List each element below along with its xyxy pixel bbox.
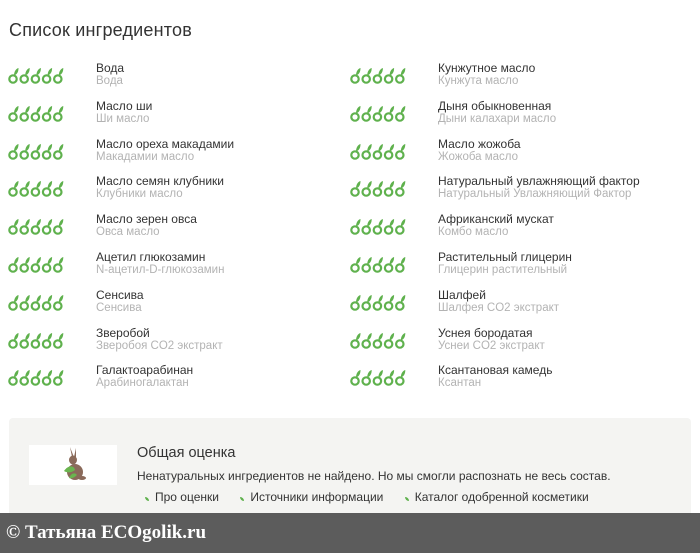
ingredient-text (438, 138, 698, 164)
ingredient-name: Кунжутное масло (438, 61, 536, 75)
ingredient-alt-name: Шалфея CO2 экстракт (438, 301, 560, 314)
ingredient-text (438, 100, 698, 126)
ingredient-text (438, 213, 698, 239)
leaf-rating (8, 105, 64, 123)
leaf-icon (351, 370, 360, 385)
summary-panel (9, 418, 691, 518)
leaf-icon (9, 295, 18, 310)
leaf-icon (32, 257, 41, 272)
leaf-rating (8, 332, 64, 350)
leaf-icon (21, 219, 30, 234)
leaf-rating (350, 180, 406, 198)
ingredient-alt-name: Глицерин растительный (438, 264, 568, 276)
page-title: Список ингредиентов (9, 20, 193, 40)
watermark: © Татьяна ECOgolik.ru (0, 513, 700, 553)
leaf-icon (21, 295, 30, 310)
leaf-icon (363, 370, 372, 385)
leaf-icon (351, 333, 360, 348)
leaf-icon (385, 370, 394, 385)
leaf-icon (43, 295, 52, 310)
leaf-icon (374, 295, 383, 310)
leaf-icon (351, 181, 360, 196)
leaf-icon (374, 219, 383, 234)
ingredient-name: Масло жожоба (438, 136, 521, 151)
leaf-icon (385, 333, 394, 348)
leaf-rating (350, 256, 406, 274)
ingredient-name: Сенсива (96, 287, 144, 302)
leaf-icon (351, 68, 360, 83)
ingredient-alt-name: Натуральный Увлажняющий Фактор (438, 188, 632, 201)
leaf-icon (351, 144, 360, 159)
leaf-icon (385, 257, 394, 272)
leaf-icon (363, 295, 372, 310)
leaf-icon (43, 106, 52, 121)
leaf-icon (54, 144, 63, 159)
ingredient-text (96, 289, 356, 315)
ingredient-text (96, 100, 356, 126)
leaf-icon (32, 106, 41, 121)
ingredient-name: Африканский мускат (438, 212, 554, 227)
leaf-rating (350, 369, 406, 387)
leaf-rating (350, 67, 406, 85)
ingredient-alt-name: Ши масло (96, 112, 150, 125)
leaf-icon (396, 144, 405, 159)
leaf-icon (396, 68, 405, 83)
leaf-icon (351, 219, 360, 234)
summary-text: Ненатуральных ингредиентов не найдено. Но мы смогли распознать не весь состав. (137, 469, 611, 483)
ingredient-name: Ксантановая камедь (438, 363, 553, 378)
ingredient-name: Галактоарабинан (96, 363, 194, 378)
leaf-rating (350, 294, 406, 312)
ingredient-alt-name: Макадамии масло (96, 150, 195, 163)
ingredient-text (96, 138, 356, 164)
ingredient-alt-name: Кунжута масло (438, 75, 519, 87)
ingredient-text (438, 62, 698, 88)
leaf-icon (374, 370, 383, 385)
summary-links (145, 490, 607, 504)
ingredient-text (96, 175, 356, 201)
leaf-icon (32, 370, 41, 385)
leaf-icon (9, 333, 18, 348)
leaf-icon (363, 144, 372, 159)
ingredient-alt-name: Вода (96, 75, 123, 87)
leaf-icon (374, 144, 383, 159)
leaf-icon (385, 295, 394, 310)
leaf-rating (350, 332, 406, 350)
leaf-icon (351, 257, 360, 272)
ingredient-alt-name: Овса масло (96, 226, 160, 239)
ingredient-text (438, 327, 698, 353)
ingredient-text (438, 289, 698, 315)
leaf-rating (8, 180, 64, 198)
ingredient-name: Масло ши (96, 98, 153, 113)
ingredient-alt-name: Сенсива (96, 301, 142, 314)
leaf-rating (8, 143, 64, 161)
leaf-icon (21, 68, 30, 83)
leaf-icon (9, 257, 18, 272)
leaf-icon (32, 181, 41, 196)
ingredient-alt-name: Жожоба масло (438, 150, 519, 163)
leaf-rating (350, 105, 406, 123)
leaf-icon (9, 219, 18, 234)
about-ratings-link[interactable]: Про оценки (145, 490, 219, 504)
leaf-icon (21, 181, 30, 196)
ingredient-name: Масло ореха макадамии (96, 136, 235, 151)
ingredient-name: Дыня обыкновенная (438, 98, 552, 113)
ingredient-text (438, 364, 698, 390)
ingredient-name: Зверобой (96, 325, 150, 340)
leaf-icon (9, 144, 18, 159)
leaf-icon (54, 219, 63, 234)
leaf-icon (43, 370, 52, 385)
leaf-icon (385, 181, 394, 196)
leaf-icon (374, 257, 383, 272)
leaf-icon (363, 333, 372, 348)
leaf-icon (21, 370, 30, 385)
ingredient-name: Натуральный увлажняющий фактор (438, 174, 640, 189)
leaf-icon (374, 106, 383, 121)
leaf-icon (363, 257, 372, 272)
leaf-icon (9, 68, 18, 83)
leaf-icon (43, 333, 52, 348)
leaf-icon (363, 219, 372, 234)
ingredient-name: Уснея бородатая (438, 325, 533, 340)
ingredient-alt-name: Дыни калахари масло (438, 112, 557, 125)
ingredient-alt-name: Клубники масло (96, 188, 183, 201)
ingredient-alt-name: Зверобоя CO2 экстракт (96, 339, 223, 352)
ingredient-name: Ацетил глюкозамин (96, 250, 206, 264)
leaf-icon (396, 106, 405, 121)
leaf-icon (54, 181, 63, 196)
leaf-icon (32, 144, 41, 159)
leaf-icon (32, 219, 41, 234)
leaf-icon (21, 257, 30, 272)
leaf-rating (8, 256, 64, 274)
leaf-icon (396, 257, 405, 272)
ingredient-name: Масло семян клубники (96, 174, 225, 189)
leaf-icon (363, 181, 372, 196)
ingredient-text (96, 364, 356, 390)
leaf-icon (385, 68, 394, 83)
leaf-icon (396, 295, 405, 310)
ingredient-alt-name: Комбо масло (438, 226, 509, 239)
ingredient-text (96, 327, 356, 353)
leaf-rating (350, 218, 406, 236)
leaf-rating (350, 143, 406, 161)
leaf-icon (21, 106, 30, 121)
leaf-icon (21, 333, 30, 348)
leaf-icon (374, 68, 383, 83)
approved-catalog-link[interactable]: Каталог одобренной косметики (405, 490, 589, 504)
logo-box (29, 445, 117, 485)
leaf-icon (54, 333, 63, 348)
leaf-icon (32, 333, 41, 348)
leaf-icon (396, 181, 405, 196)
ingredient-text (96, 251, 356, 277)
leaf-icon (32, 68, 41, 83)
ingredient-text (96, 62, 356, 88)
leaf-icon (43, 144, 52, 159)
leaf-icon (43, 68, 52, 83)
leaf-icon (351, 106, 360, 121)
leaf-icon (374, 333, 383, 348)
leaf-rating (8, 369, 64, 387)
ingredient-name: Растительный глицерин (438, 250, 572, 264)
leaf-icon (54, 295, 63, 310)
leaf-rating (8, 294, 64, 312)
ingredient-alt-name: Ксантан (438, 377, 482, 390)
ingredient-name: Масло зерен овса (96, 212, 197, 227)
ingredient-text (96, 213, 356, 239)
leaf-icon (43, 219, 52, 234)
leaf-icon (43, 257, 52, 272)
leaf-icon (54, 106, 63, 121)
ingredient-name: Вода (96, 61, 125, 75)
leaf-icon (363, 68, 372, 83)
leaf-icon (54, 68, 63, 83)
leaf-icon (363, 106, 372, 121)
leaf-icon (54, 257, 63, 272)
leaf-icon (385, 106, 394, 121)
ingredient-alt-name: Арабиногалактан (96, 377, 189, 390)
leaf-icon (396, 370, 405, 385)
leaf-icon (43, 181, 52, 196)
leaf-icon (396, 333, 405, 348)
leaf-icon (385, 219, 394, 234)
ingredient-alt-name: Уснеи CO2 экстракт (438, 339, 545, 352)
hare-icon (29, 445, 117, 485)
leaf-rating (8, 218, 64, 236)
ingredient-name: Шалфей (438, 287, 486, 302)
summary-title: Общая оценка (137, 445, 236, 461)
sources-link[interactable]: Источники информации (240, 490, 383, 504)
leaf-icon (21, 144, 30, 159)
leaf-icon (351, 295, 360, 310)
leaf-icon (32, 295, 41, 310)
ingredient-text (438, 251, 698, 277)
leaf-icon (9, 106, 18, 121)
leaf-icon (385, 144, 394, 159)
leaf-icon (9, 370, 18, 385)
leaf-icon (396, 219, 405, 234)
leaf-rating (8, 67, 64, 85)
leaf-icon (54, 370, 63, 385)
ingredient-alt-name: N-ацетил-D-глюкозамин (96, 264, 225, 276)
ingredient-text (438, 175, 698, 201)
leaf-icon (374, 181, 383, 196)
leaf-icon (9, 181, 18, 196)
